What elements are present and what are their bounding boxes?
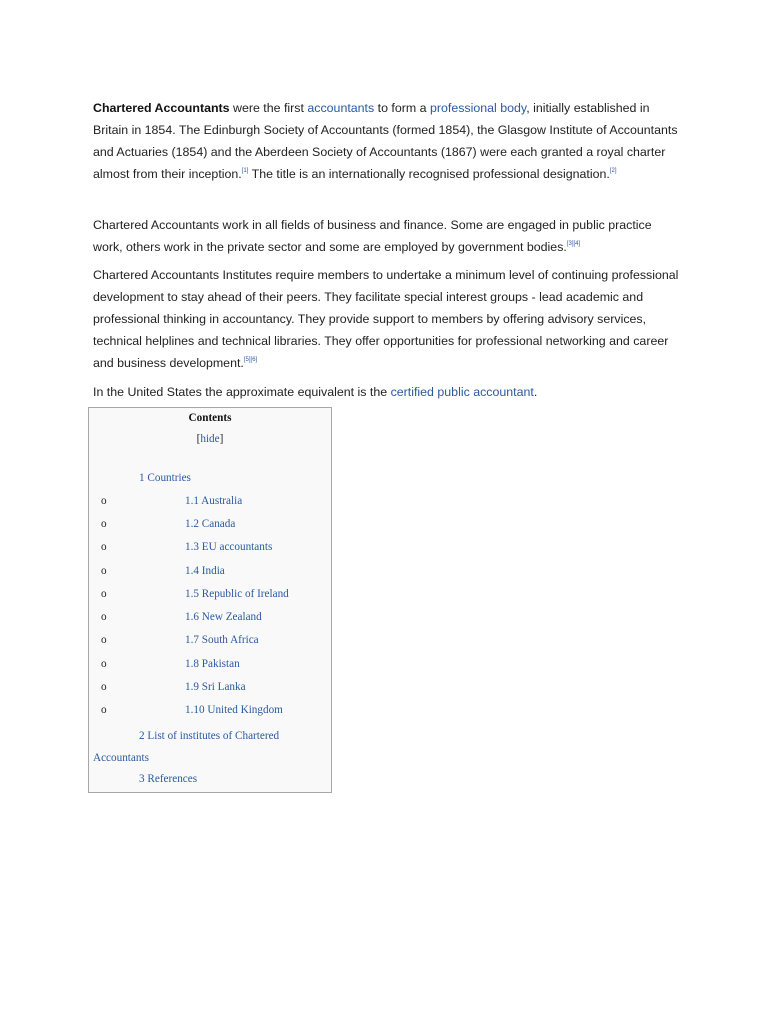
toc-subitem: [89, 634, 329, 650]
toc-link-canada[interactable]: 1.2 Canada: [185, 518, 236, 530]
text-run: , initially established in Britain in 1854. The Edinburgh Society of Accountants (formed 1854), the Glasgow Institute of Accountants and Actuaries (1854) and the Aberdeen Society of Accountants (1867) were each granted a royal charter almost from their inception.: [93, 101, 678, 181]
toc-link-sri-lanka[interactable]: 1.9 Sri Lanka: [185, 681, 246, 693]
toc-subitem: [89, 658, 329, 674]
bracket: [: [196, 433, 201, 445]
toc-subitem: [89, 495, 329, 511]
professional-body-link[interactable]: professional body: [429, 101, 527, 115]
bullet-icon: o: [101, 541, 107, 553]
text-run: Chartered Accountants work in all fields of business and finance. Some are engaged in public practice work, others work in the private sector and some are employed by government bodies.: [93, 218, 652, 254]
toc-subitem: [89, 518, 329, 534]
citation-2[interactable]: [2]: [609, 168, 617, 174]
text-run: to form a: [374, 101, 430, 115]
hide-link[interactable]: hide: [200, 433, 220, 445]
text-run: The title is an internationally recognised professional designation.: [248, 167, 610, 181]
toc-title: Contents: [188, 412, 232, 424]
bullet-icon: o: [101, 634, 107, 646]
citation-1[interactable]: [1]: [241, 168, 249, 174]
toc-link-republic-of-ireland[interactable]: 1.5 Republic of Ireland: [185, 588, 289, 600]
toc-link-united-kingdom[interactable]: 1.10 United Kingdom: [185, 704, 283, 716]
toc-hide-toggle[interactable]: [89, 433, 331, 445]
text-run: Chartered Accountants Institutes require members to undertake a minimum level of continuing professional development to stay ahead of their peers. They facilitate special interest groups - lead academic and professional thinking in accountancy. They provide support to members by offering advisory services, technical helplines and technical libraries. They offer opportunities for professional networking and career and business development.: [93, 268, 679, 370]
text-run: .: [533, 385, 538, 399]
accountants-link[interactable]: accountants: [307, 101, 375, 115]
toc-item-countries[interactable]: 1 Countries: [139, 472, 191, 484]
text-run: In the United States the approximate equivalent is the: [93, 385, 391, 399]
cpa-link[interactable]: certified public accountant: [390, 385, 534, 399]
toc-link-pakistan[interactable]: 1.8 Pakistan: [185, 658, 240, 670]
bullet-icon: o: [101, 565, 107, 577]
us-equivalent-paragraph: [93, 381, 683, 403]
bold-term: Chartered Accountants: [93, 101, 230, 115]
toc-link-australia[interactable]: 1.1 Australia: [185, 495, 243, 507]
toc-link-south-africa[interactable]: 1.7 South Africa: [185, 634, 259, 646]
bullet-icon: o: [101, 658, 107, 670]
citation-5-6[interactable]: [5][6]: [243, 357, 258, 363]
toc-subitem: [89, 588, 329, 604]
bullet-icon: o: [101, 518, 107, 530]
institutes-paragraph: [93, 264, 683, 374]
bullet-icon: o: [101, 681, 107, 693]
bullet-icon: o: [101, 495, 107, 507]
toc-link-eu-accountants[interactable]: 1.3 EU accountants: [185, 541, 273, 553]
bullet-icon: o: [101, 588, 107, 600]
bracket: ]: [219, 433, 224, 445]
citation-3-4[interactable]: [3][4]: [566, 241, 581, 247]
bullet-icon: o: [101, 704, 107, 716]
table-of-contents: [88, 407, 332, 793]
toc-subitem: [89, 704, 329, 720]
toc-subitem: [89, 611, 329, 627]
bullet-icon: o: [101, 611, 107, 623]
toc-item-list-of-institutes[interactable]: 2 List of institutes of Chartered Accountants: [93, 730, 280, 764]
toc-subitem: [89, 541, 329, 557]
text-run: were the first: [229, 101, 308, 115]
intro-paragraph: [93, 97, 683, 185]
toc-link-india[interactable]: 1.4 India: [185, 565, 225, 577]
toc-subitem: [89, 681, 329, 697]
toc-link-new-zealand[interactable]: 1.6 New Zealand: [185, 611, 262, 623]
toc-item-references[interactable]: 3 References: [139, 773, 198, 785]
fields-paragraph: [93, 214, 683, 258]
toc-subitem: [89, 565, 329, 581]
